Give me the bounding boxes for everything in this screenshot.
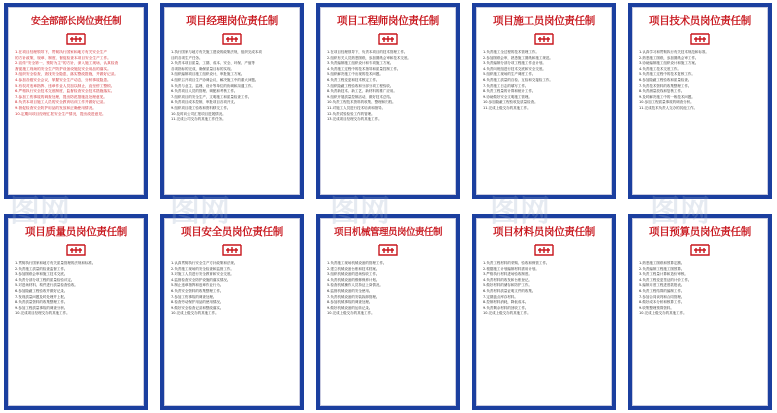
company-logo-icon xyxy=(221,31,243,46)
company-logo-icon xyxy=(65,31,87,46)
board-line: 7.组织隐蔽工程验收和分部分项工程验收。 xyxy=(327,83,394,88)
board-line: 10.参加隐蔽工程验收及质量检查。 xyxy=(483,100,538,105)
board-text xyxy=(477,261,611,317)
board-line: 7.参加工伤事故的调查处理。 xyxy=(171,294,217,299)
board-title: 项目经理岗位责任制 xyxy=(186,15,278,27)
board-line: 10.完成上级交办的其他工作。 xyxy=(327,311,375,316)
board-line: 9.组织开展质量控制活动，做好技术总结。 xyxy=(327,94,394,99)
company-logo-icon xyxy=(533,242,555,257)
board-line: 10.参加工程质量事故的调查分析。 xyxy=(639,100,694,105)
board-line: 11.完成上级交办的其他工作。 xyxy=(483,105,531,110)
board-line: 13.完成项目经理交办的其他工作。 xyxy=(327,117,382,122)
board-line: 8.做好成本分析和核算工作。 xyxy=(639,300,685,305)
board-line: 5.制止违章指挥和违章作业行为。 xyxy=(171,283,224,288)
board-text xyxy=(165,50,299,123)
board-line: 4.监督检查安全防护设施的落实情况。 xyxy=(171,277,231,282)
board-line: 8.检查劳动保护用品的使用情况。 xyxy=(171,300,224,305)
board-text xyxy=(321,261,455,317)
board-line: 8.参加机械事故的调查处理。 xyxy=(327,300,373,305)
board-inner xyxy=(164,218,300,406)
board-text xyxy=(633,50,767,112)
board-line: 2.建立机械设备台账和技术档案。 xyxy=(327,266,380,271)
board-project-engineer xyxy=(316,3,460,199)
board-line: 11.对施工人员进行技术培训和指导。 xyxy=(327,105,386,110)
board-line: 9.组织项目竣工验收和资料移交工作。 xyxy=(171,105,231,110)
board-line: 10.定期向项目经理汇报安全生产情况，提出改进意见。 xyxy=(15,111,106,116)
board-line: 1.贯彻执行国家和地方有关质量管理的法规和标准。 xyxy=(15,261,96,265)
board-line: 3.负责工程量计算和造价审核。 xyxy=(639,272,688,277)
board-line: 10.完成项目经理交办的其他工作。 xyxy=(15,311,70,316)
board-line: 6.负责工程变更和技术核定工作。 xyxy=(327,77,380,82)
board-line: 3.对施工人员进行安全教育和安全交底。 xyxy=(171,272,234,277)
board-line: 4.参加各级安全会议，掌握安全生产动态，分析事故隐患。 xyxy=(15,77,111,82)
board-inner xyxy=(476,218,612,406)
board-line: 7.负责施工日志的填写工作。 xyxy=(483,83,529,88)
board-grid xyxy=(4,3,773,410)
board-title: 项目施工员岗位责任制 xyxy=(493,15,595,27)
board-line: 6.监督机械设备的安全使用。 xyxy=(327,288,373,293)
board-line: 4.组织召开项目生产协调会议，解决施工中的重大问题。 xyxy=(171,77,259,82)
watermark-text: 图网 xyxy=(170,194,230,229)
board-line: 2.熟悉施工图纸，参加图纸会审工作。 xyxy=(639,55,699,60)
board-line: 9.做好安全检查记录和整改落实。 xyxy=(171,305,224,310)
board-line: 10.负责工程技术资料的收集、整理和归档。 xyxy=(327,100,396,105)
board-line: 8.控制材料消耗，降低成本。 xyxy=(483,300,529,305)
board-line: 6.负责材料质量证明文件的收集。 xyxy=(483,288,536,293)
board-line: 督促施工现场的安全生产防护设备设施及安全用品的落实。 xyxy=(15,66,111,71)
board-line: 的方针政策，规章、制度，督促检查本项目安全生产工作。 xyxy=(15,55,111,60)
board-text xyxy=(9,50,143,117)
board-line: 1.在项目经理领导下，贯彻执行国家和地方有关安全生产 xyxy=(15,50,108,54)
board-line: 5.负责与业主、监理、设计等单位的协调和沟通工作。 xyxy=(171,83,255,88)
board-line: 9.督促检查安全防护用品的发放和正确使用情况。 xyxy=(15,105,96,110)
board-line: 6.负责项目人员的管理、调配和考核工作。 xyxy=(171,89,238,94)
board-line: 6.负责施工质量的自检、互检和交接检工作。 xyxy=(483,77,553,82)
board-line: 5.有权对违章指挥、违章作业人员加以制止，直至停工整顿。 xyxy=(15,83,115,88)
board-safety-head xyxy=(4,3,148,199)
board-line: 1.负责施工现场机械设备的管理工作。 xyxy=(327,261,387,265)
board-title: 项目材料员岗位责任制 xyxy=(493,226,595,238)
board-line: 6.参加隐蔽工程验收和质量检查。 xyxy=(639,77,692,82)
board-line: 11.完成公司交办的其他工作任务。 xyxy=(171,117,226,122)
board-line: 7.参加合同谈判和合同管理。 xyxy=(639,294,685,299)
board-title: 项目预算员岗位责任制 xyxy=(649,226,751,238)
board-line: 4.负责施工技术交底工作。 xyxy=(639,66,681,71)
board-line: 4.负责材料的收发和台账登记。 xyxy=(483,277,532,282)
company-logo-icon xyxy=(65,242,87,257)
board-line: 7.参加工伤事故的调查处理，提出防范措施及处理意见。 xyxy=(15,94,108,99)
board-line: 12.负责试验检验工作的管理。 xyxy=(327,111,375,116)
board-line: 6.负责工程结算的编制工作。 xyxy=(639,288,685,293)
board-line: 8.负责测量放线和复核工作。 xyxy=(639,89,685,94)
board-line: 8.负责项目成本控制，审批项目各项开支。 xyxy=(171,100,238,105)
board-text xyxy=(321,50,455,123)
board-line: 1.负责工程材料的采购、验收和保管工作。 xyxy=(483,261,550,265)
board-line: 6.严格执行安全技术交底制度，监督检查安全技术措施落实。 xyxy=(15,89,115,94)
board-text xyxy=(477,50,611,112)
board-inner xyxy=(632,7,768,195)
board-line: 4.负责分部分项工程的质量检验评定。 xyxy=(15,277,75,282)
board-line: 2.参加图纸会审，熟悉施工图纸和施工规范。 xyxy=(483,55,553,60)
board-budget-clerk xyxy=(628,214,772,410)
watermark-text: 图网 xyxy=(650,194,710,229)
board-line: 2.负责施工质量的检查监督工作。 xyxy=(15,266,68,271)
board-quality-inspector xyxy=(4,214,148,410)
board-inner xyxy=(8,218,144,406)
watermark-text: 图网 xyxy=(10,194,70,229)
board-line: 各项指标的完成，确保质量目标的实现。 xyxy=(171,66,234,71)
board-line: 4.负责工程变更签证的计价工作。 xyxy=(639,277,692,282)
board-line: 1.在项目经理领导下，负责本项目的技术管理工作。 xyxy=(327,50,408,54)
board-line: 9.参加工程质量事故的调查分析。 xyxy=(15,305,68,310)
board-line: 7.负责机械设备的安装拆卸管理。 xyxy=(327,294,380,299)
board-line: 6.负责安全资料的收集整理工作。 xyxy=(171,288,224,293)
board-title: 项目技术员岗位责任制 xyxy=(649,15,751,27)
board-line: 3.负责编制分部分项工程施工作业计划。 xyxy=(483,61,546,66)
board-line: 4.负责机械设备的维修保养计划。 xyxy=(327,277,380,282)
board-material-clerk xyxy=(472,214,616,410)
board-title: 项目质量员岗位责任制 xyxy=(25,226,127,238)
board-inner xyxy=(320,218,456,406)
board-line: 7.负责技术资料的收集整理工作。 xyxy=(639,83,692,88)
board-line: 10.及时向公司汇报项目进展情况。 xyxy=(171,111,226,116)
board-inner xyxy=(476,7,612,195)
board-line: 9.负责剩余材料的回收工作。 xyxy=(483,305,529,310)
board-line: 7.组织项目的安全生产、文明施工和质量检查工作。 xyxy=(171,94,252,99)
board-line: 11.完成技术负责人交办的其他工作。 xyxy=(639,105,698,110)
board-line: 4.负责向班组进行技术交底和安全交底。 xyxy=(483,66,546,71)
company-logo-icon xyxy=(689,31,711,46)
board-line: 1.熟悉施工图纸和预算定额。 xyxy=(639,261,685,265)
board-line: 5.检查机械操作人员持证上岗情况。 xyxy=(327,283,383,288)
board-line: 3.负责编制施工组织设计和专项施工方案。 xyxy=(327,61,394,66)
board-line: 5.对进场材料、构件进行质量检查验收。 xyxy=(15,283,78,288)
board-line: 9.收集整理预算资料。 xyxy=(639,305,674,310)
board-text xyxy=(9,261,143,317)
company-logo-icon xyxy=(377,31,399,46)
watermark-text: 图网 xyxy=(490,194,550,229)
board-line: 3.组织机械设备的进场验收工作。 xyxy=(327,272,380,277)
board-line: 4.负责施工过程中的技术指导和质量控制工作。 xyxy=(327,66,401,71)
board-line: 8.负责工程量的计算和统计工作。 xyxy=(483,89,536,94)
board-machinery-manager xyxy=(316,214,460,410)
board-project-manager xyxy=(160,3,304,199)
board-text xyxy=(633,261,767,317)
board-line: 1.负责施工全过程的技术管理工作。 xyxy=(483,50,539,54)
board-line: 6.参加隐蔽工程验收并做好记录。 xyxy=(15,288,68,293)
board-title: 项目安全员岗位责任制 xyxy=(181,226,283,238)
board-title: 安全部部长岗位责任制 xyxy=(30,16,121,27)
board-line: 1.认真贯彻执行安全生产方针政策和法规。 xyxy=(171,261,238,265)
board-inner xyxy=(164,7,300,195)
board-inner xyxy=(320,7,456,195)
board-line: 9.协助做好安全文明施工管理。 xyxy=(483,94,532,99)
board-title: 项目机械管理员岗位责任制 xyxy=(333,227,442,238)
board-line: 1.执行国家与地方有关施工建设的政策法规，组织完成本项 xyxy=(171,50,262,54)
board-line: 3.组织编制项目施工组织设计，审批施工方案。 xyxy=(171,72,245,77)
board-line: 7.发现质量问题及时处理并上报。 xyxy=(15,294,68,299)
board-line: 2.宣传“安全第一，预防为主”的方针，深入施工现场，认真检查 xyxy=(15,61,119,66)
company-logo-icon xyxy=(533,31,555,46)
board-line: 9.做好机械设备的运转记录。 xyxy=(327,305,373,310)
board-line: 3.协助编制施工组织设计和施工方案。 xyxy=(639,61,699,66)
board-line: 8.负责本项目施工人员的安全教育培训工作并做好记录。 xyxy=(15,100,108,105)
board-safety-officer xyxy=(160,214,304,410)
watermark-text: 图网 xyxy=(330,194,390,229)
board-line: 10.完成上级交办的其他工作。 xyxy=(639,311,687,316)
board-inner xyxy=(632,218,768,406)
company-logo-icon xyxy=(377,242,399,257)
board-title: 项目工程师岗位责任制 xyxy=(337,15,439,27)
board-line: 3.参加图纸会审和施工技术交底。 xyxy=(15,272,68,277)
board-line: 5.组织解决施工中出现的技术问题。 xyxy=(327,72,383,77)
board-construction-worker xyxy=(472,3,616,199)
board-line: 5.负责施工过程中的技术复核工作。 xyxy=(639,72,695,77)
board-line: 2.负责本项目质量、工期、成本、安全、环保、产值等 xyxy=(171,61,255,66)
board-line: 9.及时解决施工中的一般技术问题。 xyxy=(639,94,695,99)
board-line: 10.完成上级交办的其他工作。 xyxy=(483,311,531,316)
board-line: 5.组织施工现场的生产调度工作。 xyxy=(483,72,536,77)
board-text xyxy=(165,261,299,317)
board-line: 5.做好材料的储存和防护工作。 xyxy=(483,283,532,288)
board-line: 7.定期盘点库存材料。 xyxy=(483,294,518,299)
company-logo-icon xyxy=(221,242,243,257)
board-technician xyxy=(628,3,772,199)
board-line: 2.负责施工现场的安全检查和监督工作。 xyxy=(171,266,234,271)
board-line: 5.编制月度工程进度款报表。 xyxy=(639,283,685,288)
board-line: 目的各项生产任务。 xyxy=(171,55,203,60)
company-logo-icon xyxy=(689,242,711,257)
board-line: 1.认真学习和贯彻执行有关技术规范和标准。 xyxy=(639,50,709,54)
board-line: 3.严格执行材料进场验收制度。 xyxy=(483,272,532,277)
board-line: 10.完成上级交办的其他工作。 xyxy=(171,311,219,316)
board-line: 2.根据施工计划编制材料需用计划。 xyxy=(483,266,539,271)
board-line: 8.负责质量资料的收集整理工作。 xyxy=(15,300,68,305)
board-line: 3.组织安全检查，查找安全隐患，落实整改措施，并做好记录。 xyxy=(15,72,119,77)
board-line: 2.组织有关人员熟悉图纸，参加图纸会审和技术交底。 xyxy=(327,55,411,60)
board-line: 8.负责新技术、新工艺、新材料的推广应用。 xyxy=(327,89,397,94)
board-line: 2.负责编制工程施工图预算。 xyxy=(639,266,685,271)
board-inner xyxy=(8,7,144,195)
